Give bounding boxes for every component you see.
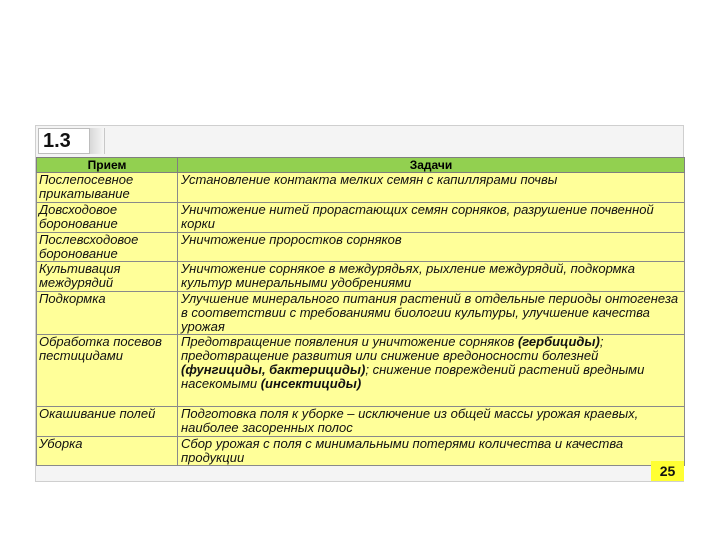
task-cell: Подготовка поля к уборке – исключение из общей массы урожая краевых, наиболее засоренных полос	[178, 407, 685, 437]
technique-cell: Подкормка	[37, 292, 178, 335]
table-row	[37, 233, 685, 262]
table-row	[37, 262, 685, 292]
technique-cell: Обработка посевов пестицидами	[37, 335, 178, 407]
task-cell: Уничтожение проростков сорняков	[178, 233, 685, 262]
table-row	[37, 407, 685, 437]
task-cell	[178, 335, 685, 407]
technique-cell: Довсходовое боронование	[37, 203, 178, 233]
header-technique: Прием	[37, 158, 178, 173]
header-tasks: Задачи	[178, 158, 685, 173]
task-cell: Уничтожение сорнякое в междурядьях, рыхление междурядий, подкормка культур минеральными удобрениями	[178, 262, 685, 292]
page-number-badge: 25	[651, 461, 684, 481]
technique-cell: Послевсходовое боронование	[37, 233, 178, 262]
technique-cell: Окашивание полей	[37, 407, 178, 437]
task-text-emphasis: (гербициды)	[517, 334, 600, 349]
table-row	[37, 203, 685, 233]
task-text: Предотвращение появления и уничтожение сорняков	[181, 334, 518, 349]
table-row	[37, 335, 685, 407]
task-cell: Уничтожение нитей прорастающих семян сорняков, разрушение почвенной корки	[178, 203, 685, 233]
task-cell: Установление контакта мелких семян с капиллярами почвы	[178, 173, 685, 203]
table-row	[37, 437, 685, 466]
task-text-emphasis: (инсектициды)	[260, 376, 362, 391]
table-row	[37, 292, 685, 335]
task-text-emphasis: (фунгициды, бактерициды)	[181, 362, 366, 377]
table-header-row	[37, 158, 685, 173]
technique-cell: Уборка	[37, 437, 178, 466]
task-cell: Улучшение минерального питания растений в отдельные периоды онтогенеза в соответствии с требованиями биологии культуры, улучшение качества урожая	[178, 292, 685, 335]
task-text: ; снижение повреждений растений вредными насекомыми	[181, 362, 645, 391]
techniques-table	[36, 157, 685, 466]
task-cell: Сбор урожая с поля с минимальными потерями количества и качества продукции	[178, 437, 685, 466]
tab-edge	[90, 128, 105, 154]
technique-cell: Культивация междурядий	[37, 262, 178, 292]
technique-cell: Послепосевное прикатывание	[37, 173, 178, 203]
section-number: 1.3	[38, 128, 90, 154]
table-row	[37, 173, 685, 203]
task-text: ; предотвращение развития или снижение вредоносности болезней	[181, 334, 604, 363]
